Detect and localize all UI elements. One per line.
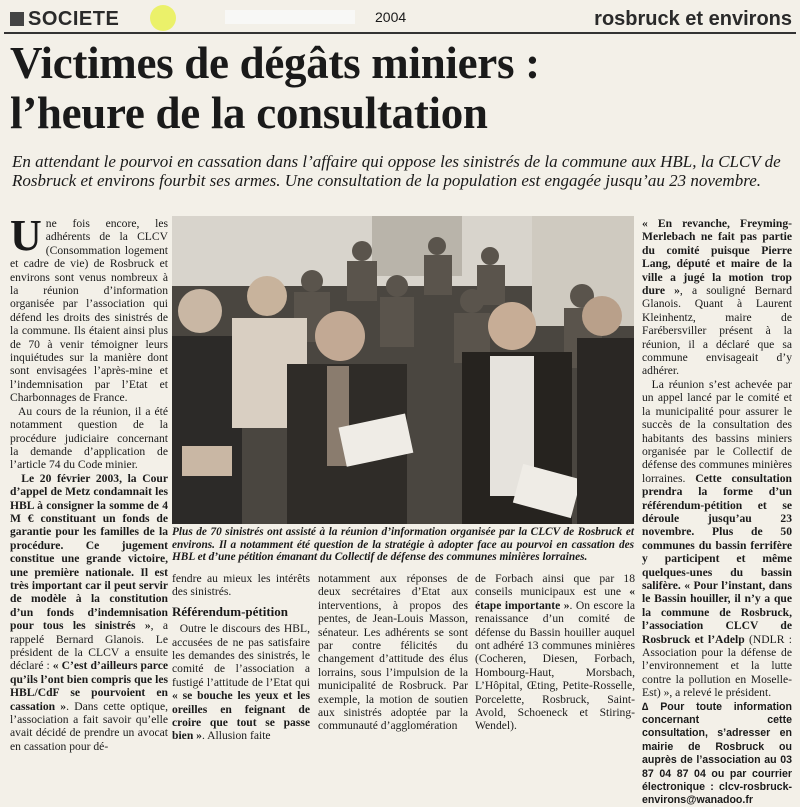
standfirst: En attendant le pourvoi en cassation dans l’affaire qui oppose les sinistrés de la commune aux HBL, la CLCV de Rosbruck et environs fourbit ses armes. Une consultation de la population est engagée jusqu’au 23 novembre. — [12, 152, 781, 190]
redacted-area — [225, 10, 355, 24]
col5-paragraph-2: La réunion s’est achevée par un appel lancé par le comité et la municipalité pour assurer le succès de la consultation des habitants des bassins miniers organisée par le Collectif de défense des communes minières lorraines. — [642, 377, 792, 485]
col1-paragraph-1: ne fois encore, les adhérents de la CLCV (Consommation logement et cadre de vie) de Rosbruck et environs sont venus nombreux à la réunion d’information organisée par l’association qui défend les droits des sinistrés de la commune. Ils étaient ainsi plus de 70 à venir témoigner leurs inquiétudes sur la manière dont sont envisagées l’après-mine et l’indemnisation par l’Etat et Charbonnages de France. — [10, 217, 168, 405]
photo-caption: Plus de 70 sinistrés ont assisté à la réunion d’information organisée par la CLCV de Rosbruck et environs. Il a notamment été question de la stratégie à adopter face au pourvoi en cassation des HBL et d’une pétition émanant du Collectif de défense des communes minières lorraines. — [172, 526, 634, 564]
col1-paragraph-3: , a rappelé Bernard Glanois. Le président de la CLCV a ensuite déclaré : — [10, 619, 168, 673]
contact-info: ∆ Pour toute information concernant cette consultation, s’adresser en mairie de Rosbruck ou auprès de l’association au 03 87 04 87 04 ou par courrier électronique : clcv-rosbruck-environs@wanadoo.fr — [642, 700, 792, 807]
col2-quote: « se bouche les yeux et les oreilles en feignant de croire que tout se passe bien » — [172, 689, 310, 743]
col5-quote-1: « En revanche, Freyming-Merlebach ne fait pas partie du comité puisque Pierre Lang, député et maire de la ville a jugé la motion trop dure » — [642, 217, 792, 298]
headline-line-1: Victimes de dégâts miniers : — [10, 38, 540, 88]
col4-quote: « étape importante » — [475, 585, 635, 612]
column-4 — [475, 572, 635, 733]
column-5 — [642, 217, 792, 807]
col5-paragraph-1: , a souligné Bernard Glanois. Quant à Laurent Kleinhentz, maire de Farébersviller présent à la réunion, il a déclaré que sa commune envisageait d’y adhérer. — [642, 284, 792, 378]
meeting-photo — [172, 216, 634, 524]
col5-paragraph-3: (NDLR : Association pour la défense de l’environnement et la lutte contre la pollution en Moselle-Est) », a relevé le président. — [642, 632, 792, 700]
headline — [10, 38, 790, 138]
col2-paragraph-2: Outre le discours des HBL, accusées de ne pas satisfaire les demandes des sinistrés, le comité de l’association a fustigé l’attitude de l’Etat qui — [172, 622, 310, 689]
col2-paragraph-2-end: . Allusion faite — [201, 729, 271, 743]
col1-quote-2: « C’est d’ailleurs parce qu’ils l’ont bien compris que les HBL/CdF se pourvoient en cassation » — [10, 659, 168, 713]
col4-paragraph-1: de Forbach ainsi que par 18 conseils municipaux est une — [475, 572, 635, 599]
col1-paragraph-4: . Dans cette optique, l’association a fait savoir qu’elle avait décidé de prendre un avocat en cassation pour dé- — [10, 699, 168, 753]
rubric-square-icon — [10, 12, 24, 26]
column-2 — [172, 572, 310, 743]
headline-line-2: l’heure de la consultation — [10, 88, 488, 138]
col1-quote-1: Le 20 février 2003, la Cour d’appel de Metz condamnait les HBL à consigner la somme de 4 M € constituant un fonds de garantie pour les familles de la procédure. Ce jugement constitue une grande victoire, une première nationale. Il est très important car il peut servir de modèle à la constitution d’un fonds d’indemnisation pour tous les sinistrés » — [10, 471, 168, 633]
subhead-referendum: Référendum-pétition — [172, 603, 289, 619]
drop-cap: U — [10, 211, 42, 260]
highlighter-mark — [150, 5, 176, 31]
col4-paragraph-2: . On escore la renaissance d’un comité de défense du Bassin houiller auquel ont adhéré 13 communes minières (Cocheren, Diesen, Forbach, Hombourg-Haut, Morsbach, L’Hôpital, Œting, Petite-Rosselle, Porcelette, Rosbruck, Saint-Avold, Schoeneck et Stiring-Wendel). — [475, 598, 635, 733]
column-1 — [10, 211, 169, 753]
issue-year: 2004 — [375, 9, 407, 25]
col2-paragraph-1: fendre au mieux les intérêts des sinistrés. — [172, 572, 310, 599]
section-rubric — [6, 8, 156, 30]
col1-paragraph-2: Au cours de la réunion, il a été notamment question de la procédure judiciaire concernant la demande d’application de l’article 74 du Code minier. — [10, 404, 169, 472]
rubric-label: SOCIETE — [28, 8, 120, 30]
column-3: notamment aux réponses de deux secrétaires d’Etat aux interventions, à propos des pentes, de Jean-Louis Masson, sénateur. Les adhérents se sont par contre félicités du changement d’attitude des élus lorrains, sous l’impulsion de la municipalité de Rosbruck. Par exemple, la motion de soutien aux sinistrés adoptée par la communauté d’agglomération — [318, 572, 468, 733]
col5-quote-2: Cette consultation prendra la forme d’un référendum-pétition et se déroule jusqu’au 23 novembre. Plus de 50 communes du bassin ferrifère y participent et même quelques-unes du bassin salifère. « Pour l’instant, dans le Bassin houiller, il n’y a que la commune de Rosbruck, l’association CLCV de Rosbruck et l’Adelp — [642, 471, 792, 646]
header-rule — [4, 32, 796, 34]
meeting-photo-image — [172, 216, 634, 524]
locality-header: rosbruck et environs — [594, 8, 792, 30]
